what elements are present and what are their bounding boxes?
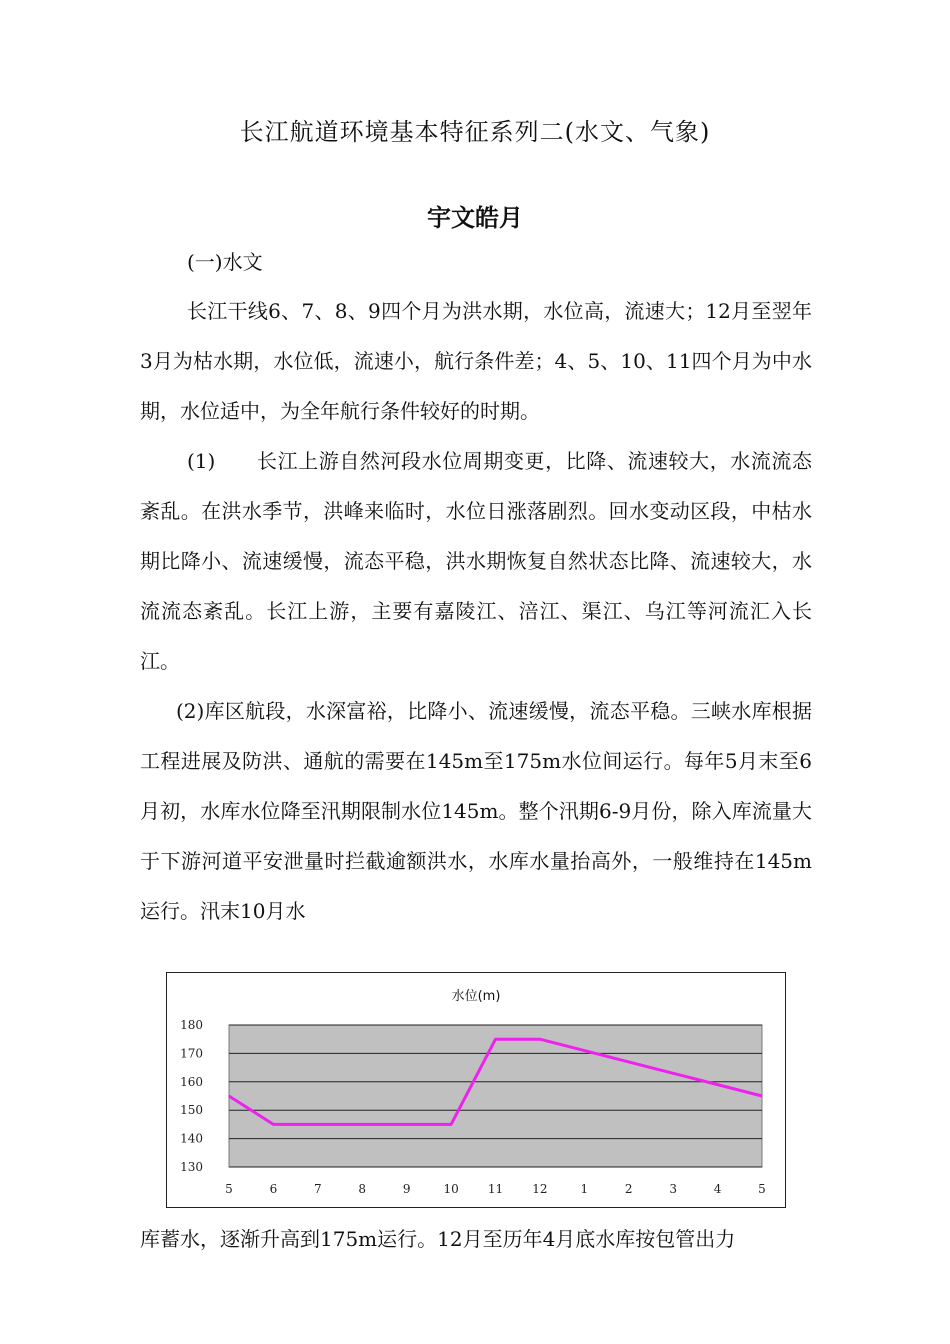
x-tick-label: 6 [269,1182,278,1196]
x-tick-label: 12 [532,1182,548,1196]
document-title: 长江航道环境基本特征系列二(水文、气象) [239,118,711,146]
y-tick-label: 170 [180,1046,203,1061]
y-tick-label: 150 [180,1103,203,1118]
x-tick-label: 8 [358,1182,367,1196]
chart-title: 水位(m) [451,989,501,1004]
paragraph-2: (1) 长江上游自然河段水位周期变更，比降、流速较大，水流流态紊乱。在洪水季节，洪峰来临时，水位日涨落剧烈。回水变动区段，中枯水期比降小、流速缓慢，流态平稳，洪水期恢复自然状态比降、流速较大，水流流态紊乱。长江上游，主要有嘉陵江、涪江、渠江、乌江等河流汇入长江。 [140,449,812,673]
chart-canvas [167,973,785,1207]
paragraph-1: 长江干线6、7、8、9四个月为洪水期，水位高，流速大；12月至翌年3月为枯水期，水位低，流速小，航行条件差；4、5、10、11四个月为中水期，水位适中，为全年航行条件较好的时期。 [140,299,812,423]
x-tick-label: 3 [669,1182,677,1196]
paragraph-4: 库蓄水，逐渐升高到175m运行。12月至历年4月底水库按包管出力 [140,1227,736,1251]
x-tick-label: 4 [713,1182,722,1196]
y-tick-label: 130 [180,1160,203,1174]
section-heading: (一)水文 [187,250,263,274]
y-tick-label: 140 [180,1131,203,1146]
plot-area [229,1025,762,1167]
x-tick-label: 11 [487,1182,504,1196]
x-tick-label: 9 [402,1182,411,1196]
author-name: 宇文皓月 [427,204,523,232]
x-tick-label: 5 [758,1182,766,1196]
x-tick-label: 2 [624,1182,633,1196]
x-tick-label: 10 [443,1182,459,1196]
x-tick-label: 7 [314,1182,322,1196]
water-level-chart [166,972,786,1208]
x-tick-label: 5 [225,1182,233,1196]
y-tick-label: 180 [180,1018,203,1032]
paragraph-3: (2)库区航段，水深富裕，比降小、流速缓慢，流态平稳。三峡水库根据工程进展及防洪、通航的需要在145m至175m水位间运行。每年5月末至6月初，水库水位降至汛期限制水位145m。整个汛期6-9月份，除入库流量大于下游河道平安泄量时拦截逾额洪水，水库水量抬高外，一般维持在145m运行。汛末10月水 [140,699,812,923]
x-tick-label: 1 [580,1182,589,1196]
y-tick-label: 160 [180,1074,203,1089]
